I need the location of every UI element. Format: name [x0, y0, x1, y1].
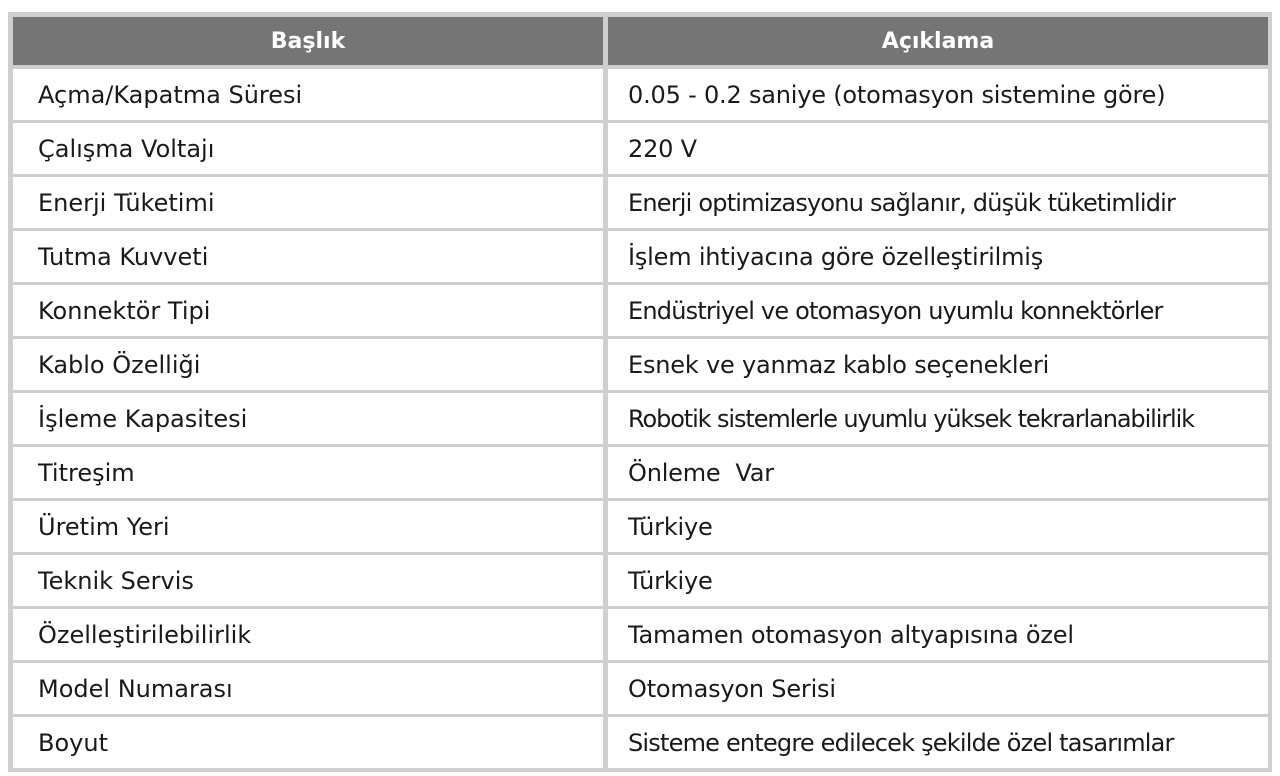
row-label: Tutma Kuvveti	[8, 231, 608, 285]
table-row	[8, 123, 1272, 177]
row-label: Kablo Özelliği	[8, 339, 608, 393]
row-value: Robotik sistemlerle uyumlu yüksek tekrarlanabilirlik	[608, 393, 1272, 447]
row-value: Enerji optimizasyonu sağlanır, düşük tüketimlidir	[608, 177, 1272, 231]
row-value: Sisteme entegre edilecek şekilde özel tasarımlar	[608, 717, 1272, 772]
row-label: Üretim Yeri	[8, 501, 608, 555]
table-row	[8, 339, 1272, 393]
row-value: 0.05 - 0.2 saniye (otomasyon sistemine göre)	[608, 69, 1272, 123]
row-label: Açma/Kapatma Süresi	[8, 69, 608, 123]
row-label: Titreşim	[8, 447, 608, 501]
row-value: Endüstriyel ve otomasyon uyumlu konnektörler	[608, 285, 1272, 339]
table-row	[8, 177, 1272, 231]
row-value: 220 V	[608, 123, 1272, 177]
row-label: İşleme Kapasitesi	[8, 393, 608, 447]
row-value: Esnek ve yanmaz kablo seçenekleri	[608, 339, 1272, 393]
row-label: Model Numarası	[8, 663, 608, 717]
column-header-baslik: Başlık	[8, 12, 608, 69]
row-value: Önleme Var	[608, 447, 1272, 501]
table-row	[8, 609, 1272, 663]
table-row	[8, 717, 1272, 772]
row-value: Türkiye	[608, 501, 1272, 555]
table-row	[8, 663, 1272, 717]
table-row	[8, 69, 1272, 123]
table-row	[8, 555, 1272, 609]
table-row	[8, 231, 1272, 285]
table-row	[8, 501, 1272, 555]
row-label: Konnektör Tipi	[8, 285, 608, 339]
table-row	[8, 447, 1272, 501]
row-value: İşlem ihtiyacına göre özelleştirilmiş	[608, 231, 1272, 285]
row-label: Boyut	[8, 717, 608, 772]
row-value: Tamamen otomasyon altyapısına özel	[608, 609, 1272, 663]
table-header-row	[8, 12, 1272, 69]
spec-table	[8, 12, 1272, 772]
row-label: Çalışma Voltajı	[8, 123, 608, 177]
row-value: Otomasyon Serisi	[608, 663, 1272, 717]
row-label: Teknik Servis	[8, 555, 608, 609]
row-label: Özelleştirilebilirlik	[8, 609, 608, 663]
column-header-aciklama: Açıklama	[608, 12, 1272, 69]
row-label: Enerji Tüketimi	[8, 177, 608, 231]
row-value: Türkiye	[608, 555, 1272, 609]
table-row	[8, 285, 1272, 339]
table-row	[8, 393, 1272, 447]
